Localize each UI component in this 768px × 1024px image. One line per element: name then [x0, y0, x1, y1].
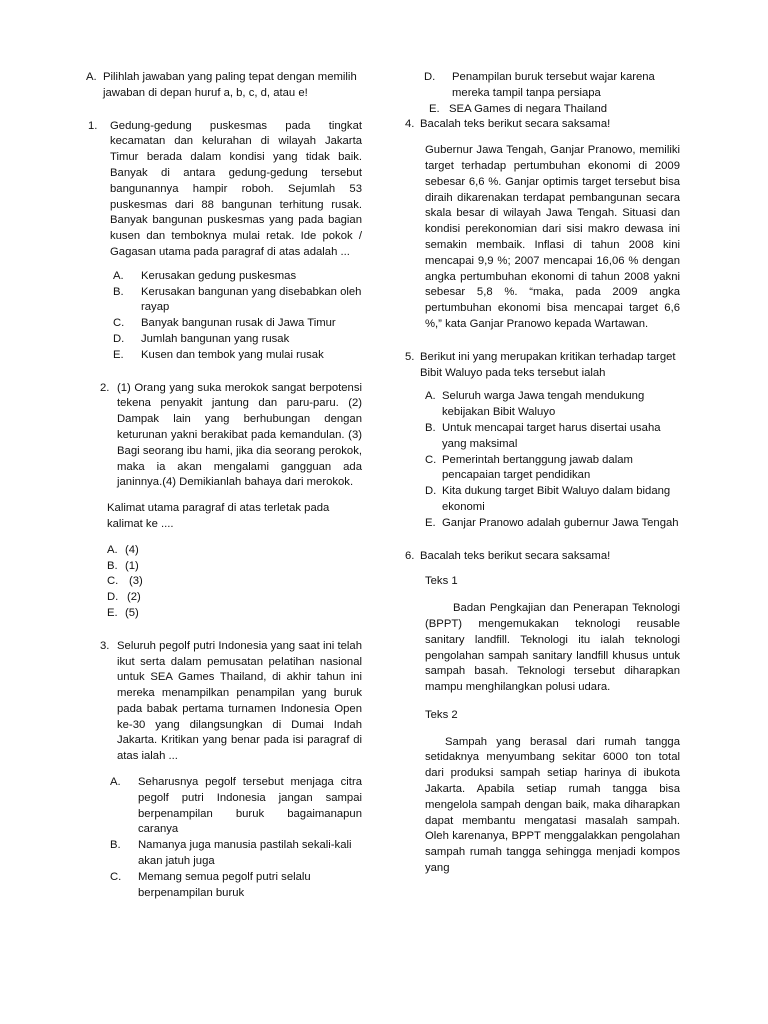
question-prompt: Kalimat utama paragraf di atas terletak pada kalimat ke .... [107, 502, 330, 530]
option-text: (5) [125, 606, 139, 619]
question-number: 1. [88, 119, 98, 132]
left-column [88, 70, 362, 918]
question-1 [88, 119, 362, 364]
option-letter: E. [425, 516, 436, 529]
option-e[interactable] [113, 348, 362, 364]
question-text: Gedung-gedung puskesmas pada tingkat kecamatan dan kelurahan di wilayah Jakarta Timur berada dalam kondisi yang tidak baik. Banyak di antara gedung-gedung tersebut bangunannya hampir roboh. Sejumlah 53 puskesmas dari 88 bangunan terhitung rusak. Banyak bangunan puskesmas yang pada bagian kusen dan temboknya mulai retak. Ide pokok / Gagasan utama pada paragraf di atas adalah ... [110, 119, 362, 258]
question-number: 2. [100, 381, 110, 394]
text-2-body: Sampah yang berasal dari rumah tangga setidaknya menyumbang sekitar 6000 ton total dari produksi sampah setiap harinya di ibukota Jakarta. Apabila setiap rumah tangga bisa mengelola sampah dengan baik, maka diharapkan dapat membantu mengatasi masalah sampah. Oleh karenanya, BPPT menggalakkan pengolahan sampah rumah tangga sehingga menjadi kompos yang [425, 735, 680, 875]
option-text: Untuk mencapai target harus disertai usaha yang maksimal [442, 421, 661, 450]
option-letter: E. [107, 606, 118, 619]
question-text: Seluruh pegolf putri Indonesia yang saat ini telah ikut serta dalam pemusatan pelatihan nasional untuk SEA Games Thailand, di akhir tahun ini mereka menampilkan penampilan yang buruk pada babak pertama turnamen Indonesia Open ke-30 yang dilangsungkan di Dumai Indah Jakarta. Kritikan yang benar pada isi paragraf di atas ialah ... [117, 639, 362, 763]
question-3-options-continued [405, 70, 680, 117]
option-letter: B. [425, 421, 436, 434]
option-text: Penampilan buruk tersebut wajar karena mereka tampil tanpa persiapa [452, 71, 655, 99]
option-b[interactable] [107, 559, 362, 575]
text-1-title: Teks 1 [425, 575, 458, 588]
option-e[interactable] [424, 102, 680, 118]
option-text: Namanya juga manusia pastilah sekali-kali akan jatuh juga [138, 839, 352, 868]
option-letter: C. [113, 317, 125, 330]
option-text: (4) [125, 543, 139, 556]
option-text: (3) [129, 575, 143, 588]
option-letter: C. [110, 870, 122, 883]
options-list [100, 543, 362, 622]
option-letter: A. [110, 776, 121, 789]
options-list [100, 775, 362, 901]
option-letter: A. [425, 390, 436, 403]
option-d[interactable] [113, 332, 362, 348]
question-5 [405, 350, 680, 532]
option-text: Kusen dan tembok yang mulai rusak [141, 348, 324, 361]
option-c[interactable] [113, 316, 362, 332]
option-letter: A. [107, 543, 118, 556]
option-c[interactable] [425, 453, 680, 485]
option-letter: C. [107, 575, 119, 588]
question-6 [405, 549, 680, 877]
question-number: 6. [405, 549, 415, 562]
question-3 [100, 639, 362, 902]
option-text: Kerusakan gedung puskesmas [141, 269, 297, 282]
option-text: SEA Games di negara Thailand [449, 102, 608, 115]
option-text: (1) [125, 559, 139, 572]
option-letter: B. [113, 285, 124, 298]
option-letter: D. [113, 332, 125, 345]
option-letter: D. [424, 71, 436, 83]
option-a[interactable] [113, 269, 362, 285]
instruction-text: Pilihlah jawaban yang paling tepat dengan memilih jawaban di depan huruf a, b, c, d, atau e! [103, 71, 357, 99]
option-c[interactable] [107, 574, 362, 590]
option-b[interactable] [113, 285, 362, 317]
options-list [88, 269, 362, 364]
option-d[interactable] [107, 590, 362, 606]
question-4 [405, 117, 680, 332]
question-2 [100, 381, 362, 622]
right-column [405, 70, 680, 877]
option-e[interactable] [107, 606, 362, 622]
option-text: Seluruh warga Jawa tengah mendukung kebijakan Bibit Waluyo [442, 390, 645, 419]
question-text: Bacalah teks berikut secara saksama! [420, 549, 611, 562]
section-a-instruction [86, 70, 362, 102]
question-number: 4. [405, 118, 415, 131]
text-1-body: Badan Pengkajian dan Penerapan Teknologi (BPPT) mengemukakan teknologi reusable sanitary landfill. Teknologi itu ialah teknologi pengolahan sampah sanitary landfill khusus untuk sampah basah. Teknologi tersebut diharapkan mampu menghilangkan polusi udara. [425, 602, 680, 694]
option-letter: D. [107, 591, 119, 604]
option-letter: B. [110, 839, 121, 852]
option-text: Kita dukung target Bibit Waluyo dalam bidang ekonomi [442, 485, 671, 513]
options-list [405, 389, 680, 531]
option-letter: C. [425, 453, 437, 466]
option-d[interactable] [424, 70, 680, 102]
question-text: Berikut ini yang merupakan kritikan terhadap target Bibit Waluyo pada teks tersebut ialah [420, 350, 676, 379]
option-a[interactable] [425, 389, 680, 421]
option-a[interactable] [110, 775, 362, 838]
option-text: Banyak bangunan rusak di Jawa Timur [141, 317, 336, 330]
question-number: 5. [405, 350, 415, 363]
option-text: Jumlah bangunan yang rusak [141, 332, 290, 345]
option-a[interactable] [107, 543, 362, 559]
option-text: Pemerintah bertanggung jawab dalam pencapaian target pendidikan [442, 453, 633, 482]
option-letter: B. [107, 559, 118, 572]
option-e[interactable] [425, 516, 680, 532]
option-text: Seharusnya pegolf tersebut menjaga citra pegolf putri Indonesia jangan sampai berpenampilan buruk bagaimanapun caranya [138, 776, 362, 836]
option-letter: D. [425, 485, 437, 498]
text-2-title: Teks 2 [425, 708, 458, 721]
option-c[interactable] [110, 870, 362, 902]
option-text: Memang semua pegolf putri selalu berpenampilan buruk [138, 870, 311, 899]
option-d[interactable] [425, 484, 680, 516]
option-text: Ganjar Pranowo adalah gubernur Jawa Tengah [442, 516, 679, 529]
option-b[interactable] [110, 838, 362, 870]
option-text: (2) [127, 591, 141, 604]
option-b[interactable] [425, 421, 680, 453]
question-text: Bacalah teks berikut secara saksama! [420, 118, 611, 131]
section-label: A. [86, 71, 97, 83]
option-letter: E. [429, 102, 440, 115]
option-letter: A. [113, 269, 124, 282]
passage-text: Gubernur Jawa Tengah, Ganjar Pranowo, memiliki target terhadap pertumbuhan ekonomi di 2009 sebesar 6,6 %. Ganjar optimis target tersebut bisa diraih dikarenakan terdapat pembangunan secara skala besar di wilayah Jawa Tengah. Situasi dan kondisi perekonomian dari sisi makro dewasa ini semakin membaik. Inflasi di tahun 2008 kini mencapai 9,9 %; 2007 mencapai 16,06 % dengan angka pertumbuhan ekonomi di tahun 2008 yakni sebesar 5,8 %. “maka, pada 2009 angka pertumbuhan ekonomi bisa mencapai target 6,6 %,” kata Ganjar Pranowo kepada Wartawan. [425, 144, 680, 330]
option-text: Kerusakan bangunan yang disebabkan oleh rayap [141, 285, 362, 314]
option-letter: E. [113, 348, 124, 361]
question-text: (1) Orang yang suka merokok sangat berpotensi tekena penyakit jantung dan paru-paru. (2) Dampak lain yang berhubungan dengan keturunan yakni berakibat pada kemandulan. (3) Bagi seorang ibu hami, jika dia seorang perokok, maka ia akan mengalami gangguan ada janinnya.(4) Demikianlah bahaya dari merokok. [117, 381, 362, 489]
question-number: 3. [100, 639, 110, 652]
